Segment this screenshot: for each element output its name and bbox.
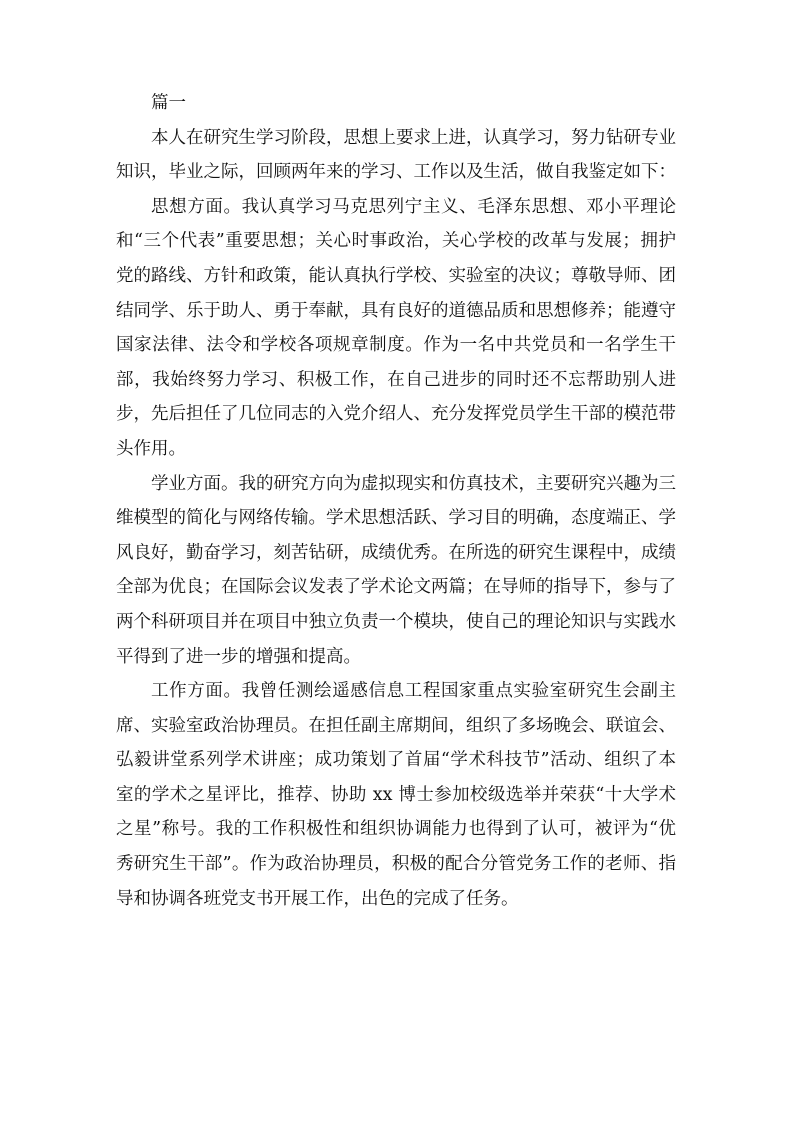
document-page [116, 86, 676, 916]
paragraph-ideology: 思想方面。我认真学习马克思列宁主义、毛泽东思想、邓小平理论和“三个代表”重要思想；关心时事政治，关心学校的改革与发展；拥护党的路线、方针和政策，能认真执行学校、实验室的决议；尊敬导师、团结同学、乐于助人、勇于奉献，具有良好的道德品质和思想修养；能遵守国家法律、法令和学校各项规章制度。作为一名中共党员和一名学生干部，我始终努力学习、积极工作，在自己进步的同时还不忘帮助别人进步，先后担任了几位同志的入党介绍人、充分发挥党员学生干部的模范带头作用。 [116, 196, 676, 459]
section-heading: 篇一 [151, 93, 186, 113]
paragraph-work: 工作方面。我曾任测绘遥感信息工程国家重点实验室研究生会副主席、实验室政治协理员。在担任副主席期间，组织了多场晚会、联谊会、弘毅讲堂系列学术讲座；成功策划了首届“学术科技节”活动、组织了本室的学术之星评比，推荐、协助 xx 博士参加校级选举并荣获“十大学术之星”称号。我的工作积极性和组织协调能力也得到了认可，被评为“优秀研究生干部”。作为政治协理员，积极的配合分管党务工作的老师、指导和协调各班党支书开展工作，出色的完成了任务。 [116, 681, 676, 909]
paragraph-intro: 本人在研究生学习阶段，思想上要求上进，认真学习，努力钻研专业知识，毕业之际，回顾两年来的学习、工作以及生活，做自我鉴定如下： [116, 127, 676, 183]
paragraph-academics: 学业方面。我的研究方向为虚拟现实和仿真技术，主要研究兴趣为三维模型的简化与网络传输。学术思想活跃、学习目的明确，态度端正、学风良好，勤奋学习，刻苦钻研，成绩优秀。在所选的研究生课程中，成绩全部为优良；在国际会议发表了学术论文两篇；在导师的指导下，参与了两个科研项目并在项目中独立负责一个模块，使自己的理论知识与实践水平得到了进一步的增强和提高。 [116, 473, 676, 667]
